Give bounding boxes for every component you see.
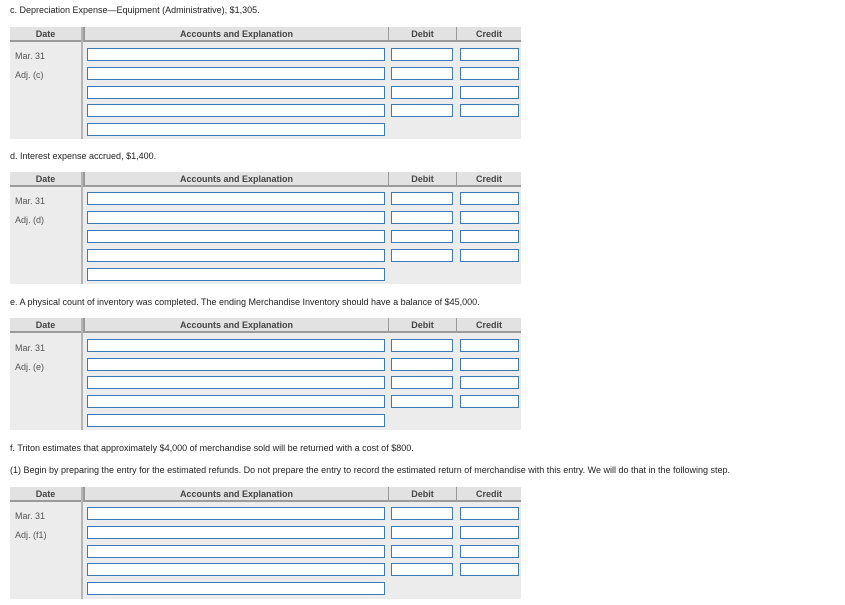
debit-header: Debit [389,487,457,502]
credit-input[interactable] [460,249,519,262]
account-input[interactable] [87,268,385,281]
section-e-caption: e. A physical count of inventory was completed. The ending Merchandise Inventory should have a balance of $45,000. [10,297,480,307]
journal-table-d [10,172,521,284]
entry-date-e [15,343,45,372]
column-divider [81,318,83,430]
credit-input[interactable] [460,211,519,224]
credit-input[interactable] [460,545,519,558]
adjustment-label: Adj. (f1) [15,530,47,540]
account-input[interactable] [87,67,385,80]
entry-date-d [15,196,45,225]
date-value: Mar. 31 [15,343,46,353]
account-input[interactable] [87,104,385,117]
date-header: Date [10,27,81,42]
credit-input[interactable] [460,507,519,520]
credit-input[interactable] [460,230,519,243]
account-input[interactable] [87,563,385,576]
debit-input[interactable] [391,526,453,539]
account-header: Accounts and Explanation [83,487,389,502]
debit-input[interactable] [391,358,453,371]
debit-input[interactable] [391,507,453,520]
debit-header: Debit [389,172,457,187]
section-f-instruction: (1) Begin by preparing the entry for the estimated refunds. Do not prepare the entry to record the estimated return of merchandise with this entry. We will do that in the following step. [10,465,731,475]
column-divider [81,172,83,284]
account-input[interactable] [87,48,385,61]
debit-input[interactable] [391,376,453,389]
debit-input[interactable] [391,211,453,224]
credit-header: Credit [457,27,521,42]
journal-table-e [10,318,521,430]
account-header: Accounts and Explanation [83,172,389,187]
journal-table-c [10,27,521,139]
account-input[interactable] [87,582,385,595]
adjustment-label: Adj. (c) [15,70,44,80]
credit-input[interactable] [460,104,519,117]
credit-input[interactable] [460,67,519,80]
credit-header: Credit [457,318,521,333]
section-f-caption: f. Triton estimates that approximately $4,000 of merchandise sold will be returned with a cost of $800. [10,443,414,453]
debit-input[interactable] [391,339,453,352]
date-value: Mar. 31 [15,511,46,521]
date-header: Date [10,172,81,187]
account-header: Accounts and Explanation [83,318,389,333]
debit-input[interactable] [391,249,453,262]
credit-header: Credit [457,172,521,187]
account-input[interactable] [87,545,385,558]
date-header: Date [10,487,81,502]
column-divider [81,487,83,599]
account-header: Accounts and Explanation [83,27,389,42]
credit-header: Credit [457,487,521,502]
credit-input[interactable] [460,563,519,576]
credit-input[interactable] [460,395,519,408]
column-divider [81,27,83,139]
credit-input[interactable] [460,86,519,99]
account-input[interactable] [87,339,385,352]
journal-table-f [10,487,521,599]
account-input[interactable] [87,249,385,262]
account-input[interactable] [87,230,385,243]
entry-date-f [15,511,47,540]
credit-input[interactable] [460,526,519,539]
account-input[interactable] [87,414,385,427]
debit-input[interactable] [391,86,453,99]
debit-input[interactable] [391,563,453,576]
entry-date-c [15,51,45,80]
debit-header: Debit [389,27,457,42]
date-value: Mar. 31 [15,196,46,206]
account-input[interactable] [87,376,385,389]
account-input[interactable] [87,526,385,539]
debit-header: Debit [389,318,457,333]
date-header: Date [10,318,81,333]
account-input[interactable] [87,395,385,408]
debit-input[interactable] [391,67,453,80]
debit-input[interactable] [391,104,453,117]
section-d-caption: d. Interest expense accrued, $1,400. [10,151,157,161]
credit-input[interactable] [460,48,519,61]
debit-input[interactable] [391,192,453,205]
account-input[interactable] [87,211,385,224]
account-input[interactable] [87,358,385,371]
debit-input[interactable] [391,230,453,243]
credit-input[interactable] [460,376,519,389]
debit-input[interactable] [391,48,453,61]
credit-input[interactable] [460,358,519,371]
adjustment-label: Adj. (e) [15,362,45,372]
account-input[interactable] [87,192,385,205]
account-input[interactable] [87,86,385,99]
credit-input[interactable] [460,192,519,205]
debit-input[interactable] [391,395,453,408]
section-c-caption: c. Depreciation Expense—Equipment (Administrative), $1,305. [10,5,260,15]
adjustment-label: Adj. (d) [15,215,45,225]
debit-input[interactable] [391,545,453,558]
account-input[interactable] [87,507,385,520]
date-value: Mar. 31 [15,51,46,61]
credit-input[interactable] [460,339,519,352]
account-input[interactable] [87,123,385,136]
